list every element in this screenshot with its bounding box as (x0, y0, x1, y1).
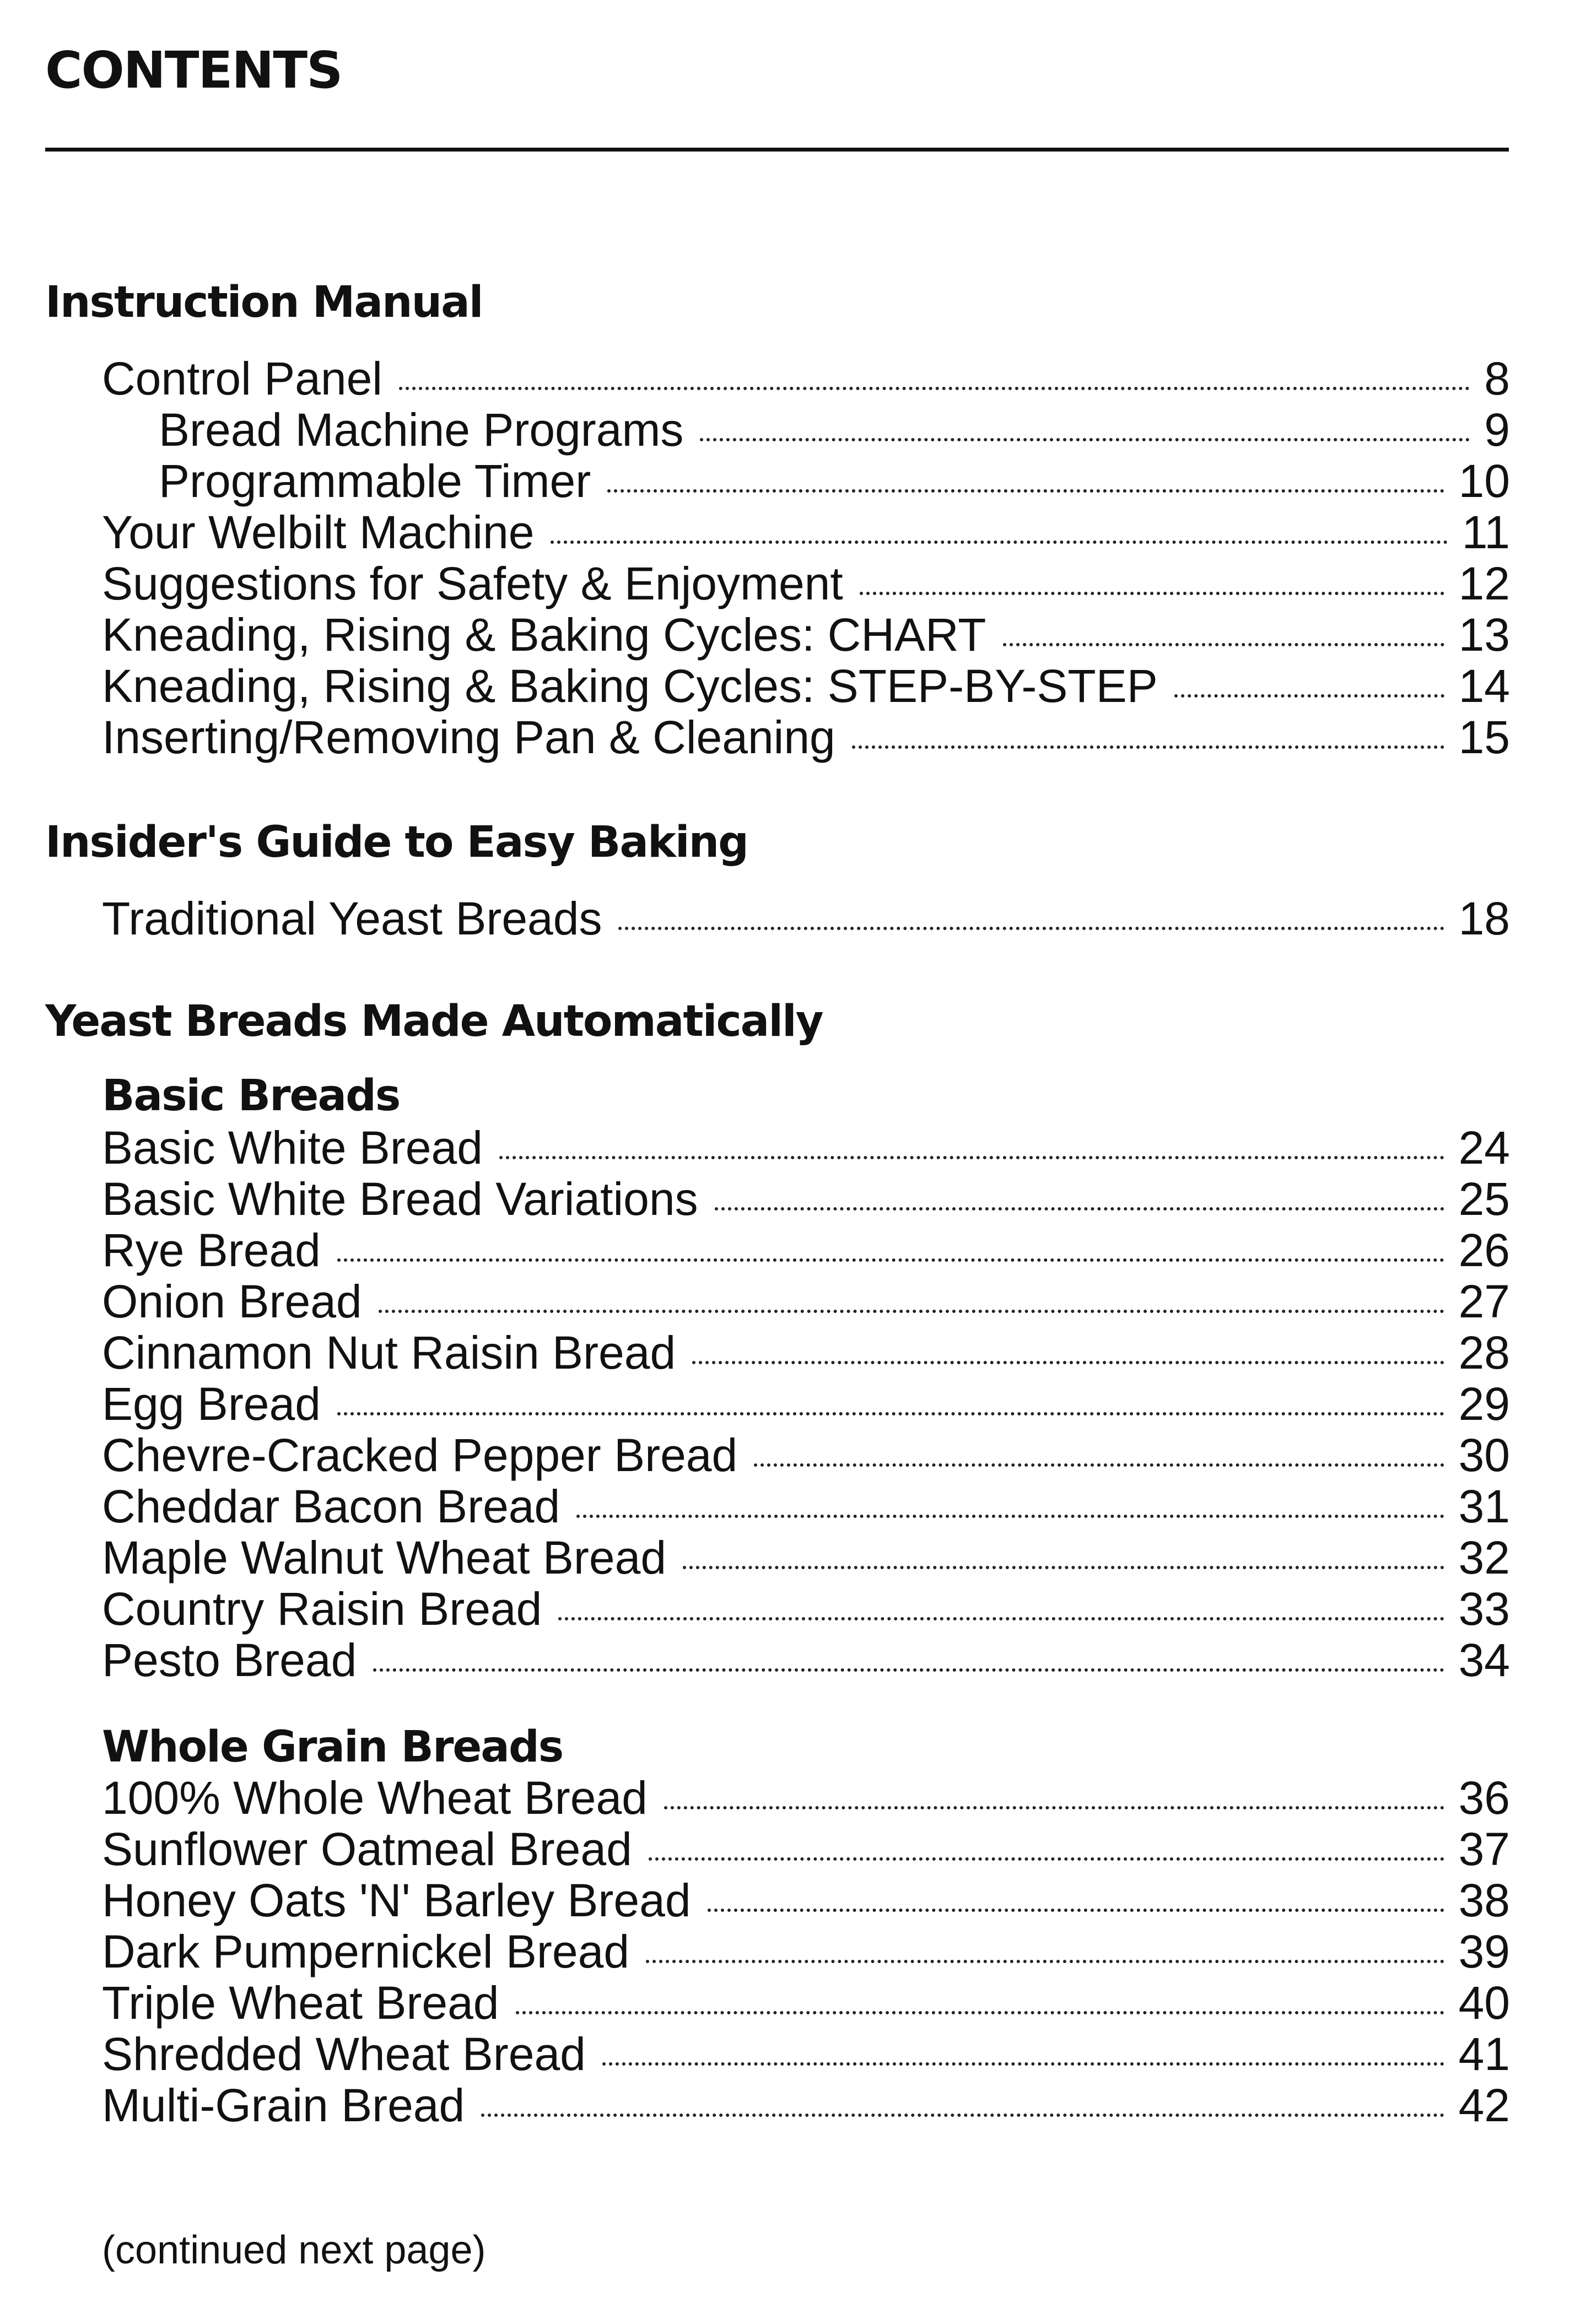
page-title: CONTENTS (45, 41, 342, 100)
toc-entry-page-number: 8 (1484, 353, 1510, 404)
toc-entry-label: Traditional Yeast Breads (102, 893, 602, 944)
toc-entry-egg-bread[interactable] (102, 1379, 1510, 1429)
toc-entry-label: Multi-Grain Bread (102, 2079, 465, 2131)
dot-leader (700, 438, 1470, 441)
toc-entry-label: Kneading, Rising & Baking Cycles: CHART (102, 609, 986, 661)
toc-entry-label: Bread Machine Programs (159, 404, 684, 456)
toc-entry-triple-wheat-bread[interactable] (102, 1978, 1510, 2028)
toc-entry-100-whole-wheat-bread[interactable] (102, 1773, 1510, 1823)
toc-entry-page-number: 10 (1458, 455, 1510, 507)
subsection-heading-whole-grain-breads: Whole Grain Breads (102, 1722, 563, 1772)
toc-entry-cheddar-bacon-bread[interactable] (102, 1482, 1510, 1531)
toc-entry-page-number: 28 (1458, 1327, 1510, 1379)
toc-entry-page-number: 39 (1458, 1926, 1510, 1977)
subsection-heading-basic-breads: Basic Breads (102, 1071, 400, 1121)
toc-entry-label: Control Panel (102, 353, 382, 404)
toc-entry-label: Your Welbilt Machine (102, 506, 535, 558)
toc-entry-honey-oats-barley-bread[interactable] (102, 1876, 1510, 1925)
toc-entry-label: Egg Bread (102, 1378, 321, 1430)
toc-entry-basic-white-bread[interactable] (102, 1123, 1510, 1172)
dot-leader (618, 927, 1444, 930)
dot-leader (576, 1515, 1444, 1518)
section-heading-instruction-manual: Instruction Manual (45, 278, 483, 327)
dot-leader (664, 1806, 1444, 1809)
toc-entry-label: Sunflower Oatmeal Bread (102, 1823, 632, 1875)
dot-leader (1174, 694, 1444, 698)
toc-entry-cinnamon-nut-raisin-bread[interactable] (102, 1328, 1510, 1377)
title-divider (45, 148, 1509, 152)
toc-entry-page-number: 42 (1458, 2079, 1510, 2131)
toc-entry-label: Basic White Bread (102, 1122, 483, 1174)
toc-entry-bread-machine-programs[interactable] (159, 405, 1510, 455)
toc-entry-label: Inserting/Removing Pan & Cleaning (102, 711, 835, 763)
toc-entry-label: Honey Oats 'N' Barley Bread (102, 1874, 691, 1926)
toc-entry-page-number: 41 (1458, 2028, 1510, 2080)
dot-leader (852, 745, 1444, 749)
dot-leader (337, 1258, 1444, 1262)
toc-entry-label: Chevre-Cracked Pepper Bread (102, 1429, 738, 1481)
toc-entry-label: Shredded Wheat Bread (102, 2028, 586, 2080)
dot-leader (373, 1668, 1444, 1672)
toc-entry-label: 100% Whole Wheat Bread (102, 1772, 648, 1824)
toc-entry-inserting-removing-pan[interactable] (102, 712, 1510, 762)
toc-entry-page-number: 15 (1458, 711, 1510, 763)
toc-entry-page-number: 12 (1458, 558, 1510, 609)
toc-entry-label: Triple Wheat Bread (102, 1977, 499, 2029)
toc-entry-label: Programmable Timer (159, 455, 591, 507)
toc-entry-your-welbilt-machine[interactable] (102, 507, 1510, 557)
dot-leader (499, 1156, 1444, 1159)
toc-entry-page-number: 25 (1458, 1173, 1510, 1225)
toc-entry-sunflower-oatmeal-bread[interactable] (102, 1824, 1510, 1874)
dot-leader (649, 1857, 1444, 1861)
toc-entry-shredded-wheat-bread[interactable] (102, 2029, 1510, 2079)
toc-entry-country-raisin-bread[interactable] (102, 1584, 1510, 1634)
toc-entry-label: Cinnamon Nut Raisin Bread (102, 1327, 676, 1379)
toc-entry-page-number: 13 (1458, 609, 1510, 661)
toc-entry-multi-grain-bread[interactable] (102, 2080, 1510, 2130)
toc-entry-page-number: 38 (1458, 1874, 1510, 1926)
toc-entry-programmable-timer[interactable] (159, 456, 1510, 506)
toc-entry-label: Cheddar Bacon Bread (102, 1480, 560, 1532)
dot-leader (754, 1463, 1444, 1467)
toc-entry-rye-bread[interactable] (102, 1225, 1510, 1275)
toc-entry-page-number: 34 (1458, 1634, 1510, 1686)
toc-entry-page-number: 40 (1458, 1977, 1510, 2029)
dot-leader (683, 1566, 1444, 1569)
toc-entry-onion-bread[interactable] (102, 1277, 1510, 1326)
toc-entry-page-number: 29 (1458, 1378, 1510, 1430)
toc-entry-label: Rye Bread (102, 1224, 321, 1276)
toc-entry-label: Onion Bread (102, 1276, 362, 1327)
toc-entry-dark-pumpernickel-bread[interactable] (102, 1927, 1510, 1976)
dot-leader (399, 387, 1470, 390)
toc-entry-page-number: 26 (1458, 1224, 1510, 1276)
toc-entry-label: Kneading, Rising & Baking Cycles: STEP-BY-STEP (102, 660, 1158, 712)
dot-leader (715, 1207, 1444, 1210)
toc-entry-cycles-step-by-step[interactable] (102, 661, 1510, 711)
toc-entry-page-number: 31 (1458, 1480, 1510, 1532)
toc-entry-label: Country Raisin Bread (102, 1583, 542, 1635)
toc-entry-label: Suggestions for Safety & Enjoyment (102, 558, 843, 609)
toc-entry-page-number: 32 (1458, 1532, 1510, 1583)
toc-entry-cycles-chart[interactable] (102, 610, 1510, 660)
toc-entry-control-panel[interactable] (102, 354, 1510, 403)
section-heading-yeast-breads: Yeast Breads Made Automatically (45, 997, 823, 1046)
toc-entry-suggestions-safety[interactable] (102, 559, 1510, 608)
dot-leader (607, 489, 1444, 493)
dot-leader (1003, 643, 1444, 646)
dot-leader (602, 2062, 1444, 2066)
toc-entry-page-number: 33 (1458, 1583, 1510, 1635)
toc-entry-page-number: 30 (1458, 1429, 1510, 1481)
toc-entry-traditional-yeast-breads[interactable] (102, 894, 1510, 943)
toc-entry-page-number: 11 (1461, 506, 1510, 558)
toc-entry-page-number: 24 (1458, 1122, 1510, 1174)
dot-leader (481, 2114, 1444, 2117)
continued-note: (continued next page) (102, 2228, 486, 2272)
dot-leader (337, 1412, 1444, 1415)
dot-leader (379, 1310, 1444, 1313)
dot-leader (558, 1617, 1444, 1620)
section-heading-insiders-guide: Insider's Guide to Easy Baking (45, 818, 748, 867)
toc-entry-maple-walnut-wheat-bread[interactable] (102, 1533, 1510, 1582)
dot-leader (708, 1909, 1444, 1912)
toc-entry-page-number: 36 (1458, 1772, 1510, 1824)
toc-entry-page-number: 9 (1484, 404, 1510, 456)
toc-entry-chevre-cracked-pepper-bread[interactable] (102, 1430, 1510, 1480)
toc-entry-page-number: 18 (1458, 893, 1510, 944)
toc-entry-page-number: 27 (1458, 1276, 1510, 1327)
dot-leader (692, 1361, 1444, 1364)
toc-entry-pesto-bread[interactable] (102, 1635, 1510, 1685)
toc-entry-label: Basic White Bread Variations (102, 1173, 698, 1225)
toc-entry-page-number: 14 (1458, 660, 1510, 712)
dot-leader (860, 592, 1444, 595)
dot-leader (646, 1960, 1444, 1963)
dot-leader (516, 2011, 1444, 2014)
toc-entry-page-number: 37 (1458, 1823, 1510, 1875)
toc-entry-label: Maple Walnut Wheat Bread (102, 1532, 667, 1583)
toc-entry-basic-white-bread-variations[interactable] (102, 1174, 1510, 1224)
toc-entry-label: Dark Pumpernickel Bread (102, 1926, 630, 1977)
dot-leader (551, 541, 1447, 544)
toc-entry-label: Pesto Bread (102, 1634, 357, 1686)
